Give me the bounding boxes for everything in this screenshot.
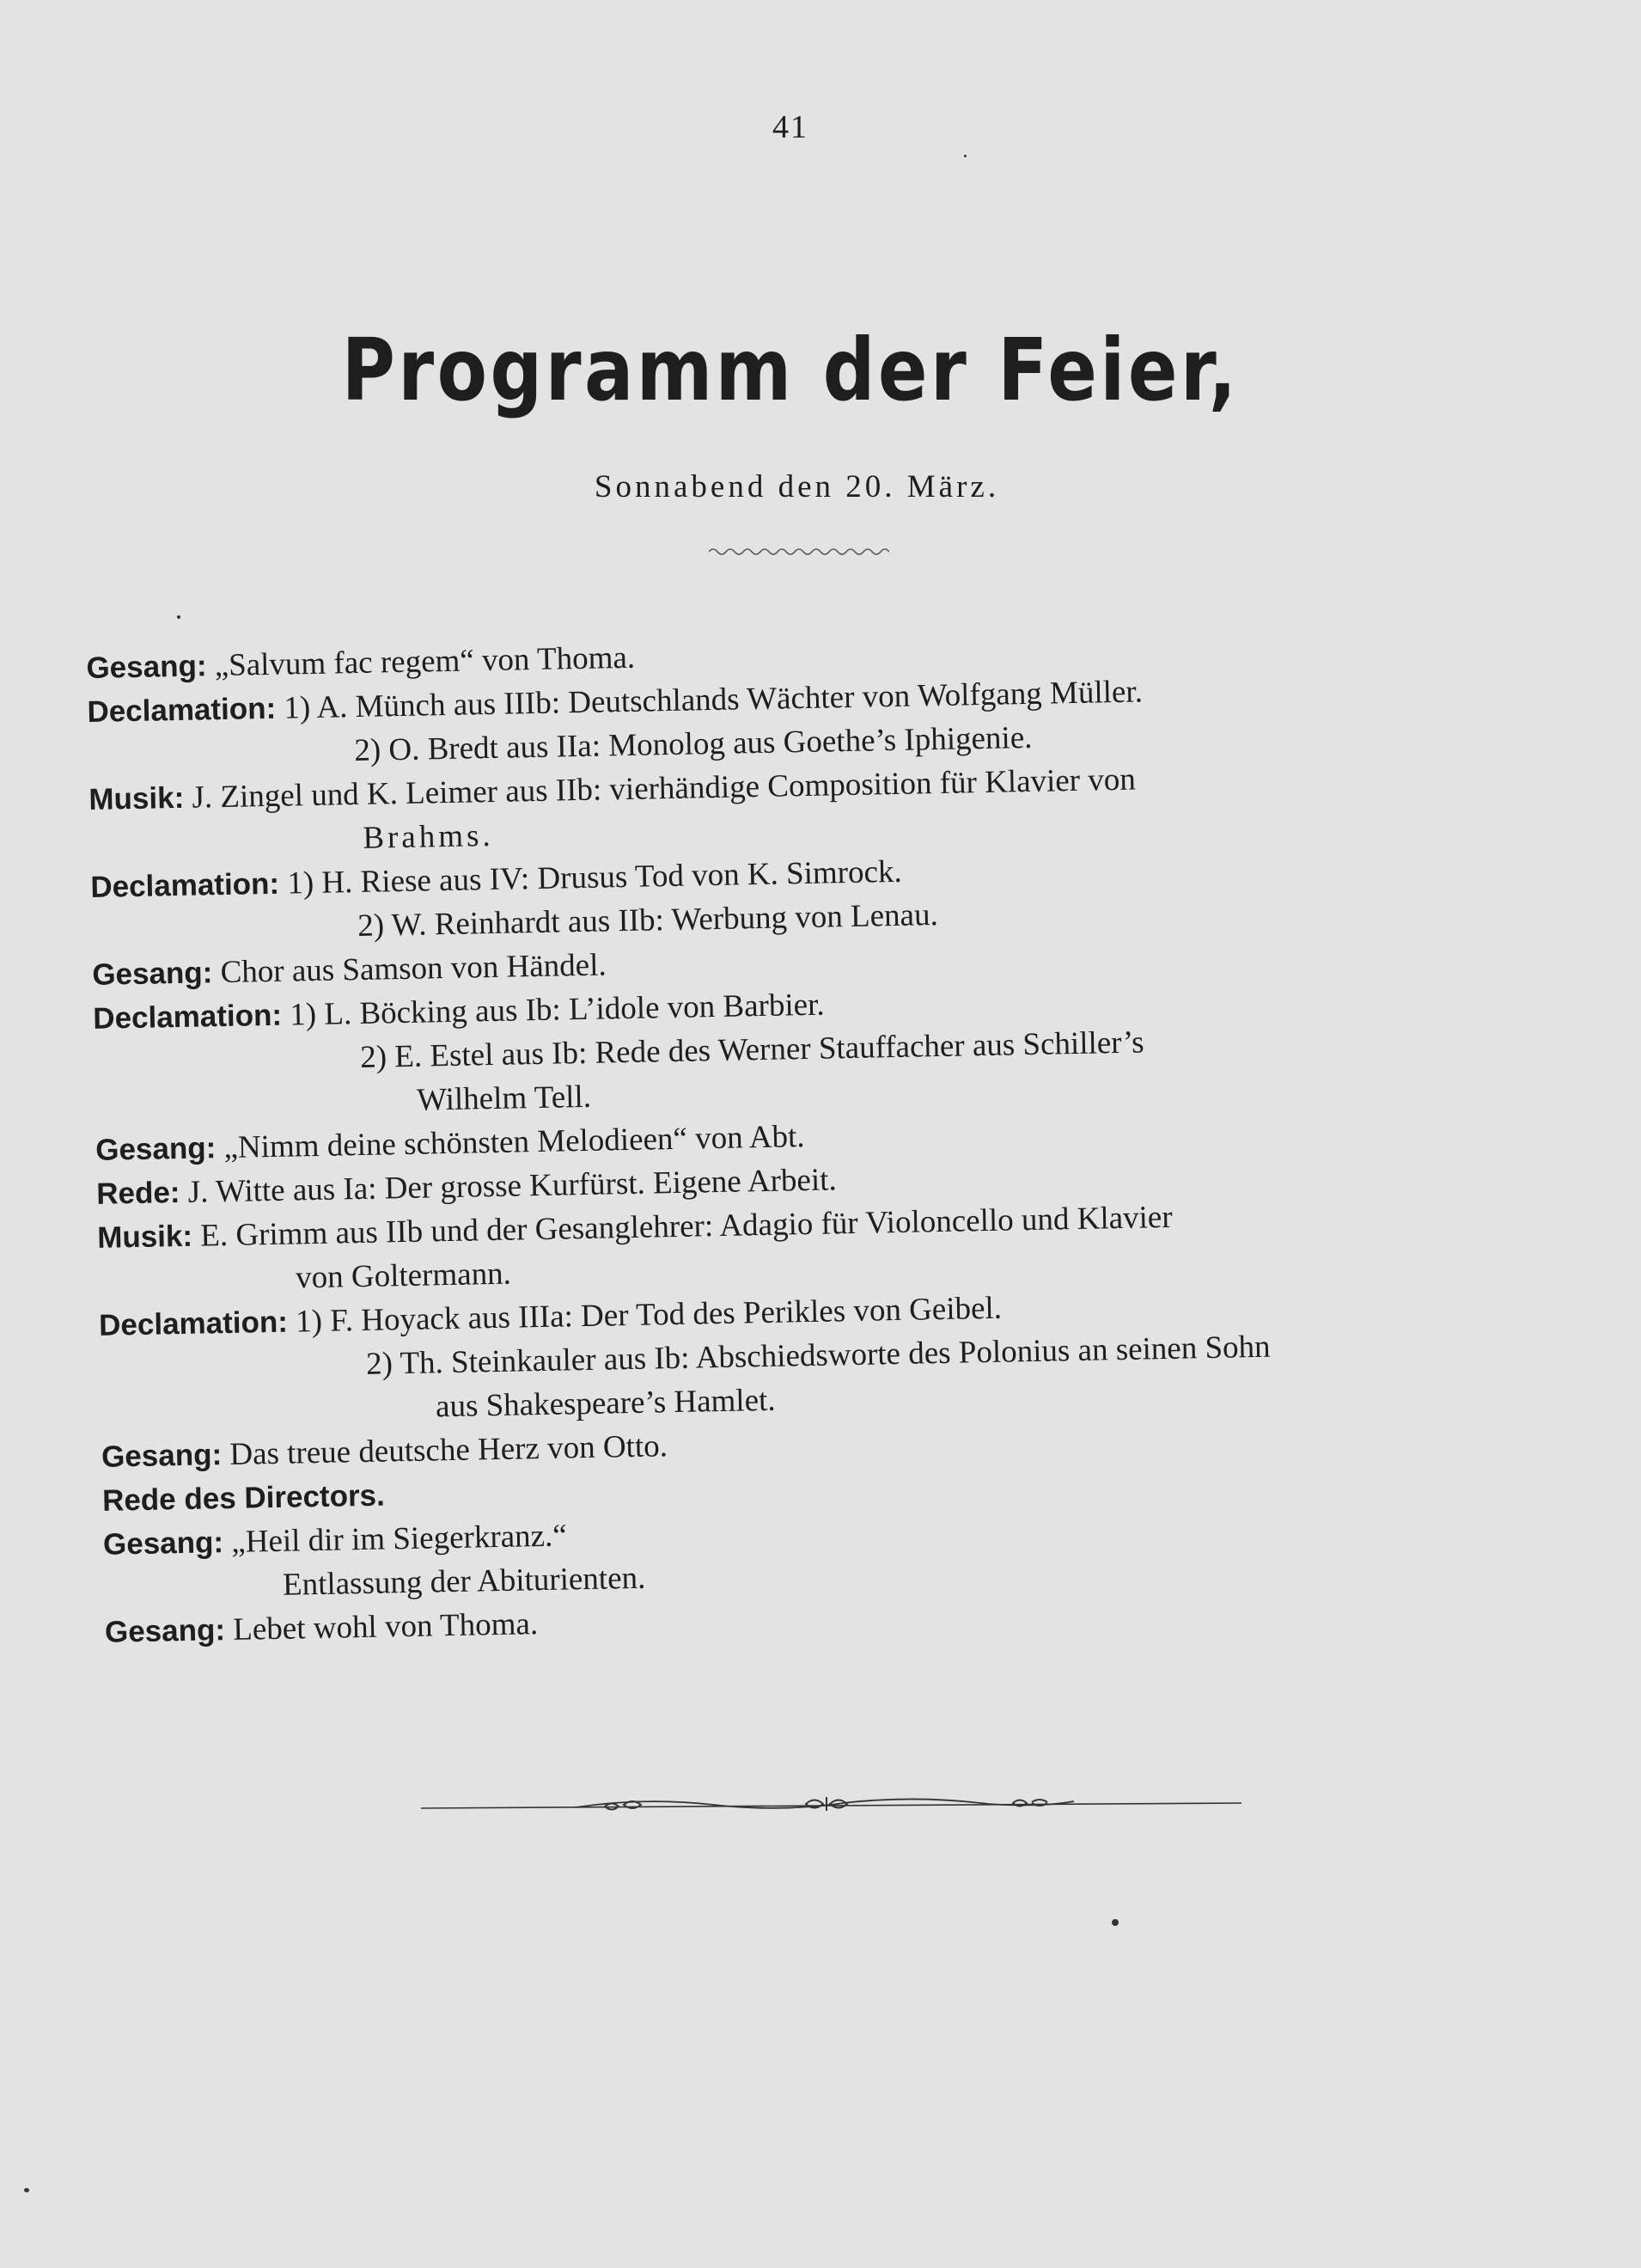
entry-text: Brahms. <box>362 817 495 856</box>
entry-category: Declamation: <box>98 1305 289 1342</box>
entry-text: E. Grimm aus IIb und der Gesanglehrer: Adagio für Violoncello und Klavier <box>199 1199 1173 1254</box>
entry-category: Declamation: <box>92 998 283 1036</box>
entry-text: Wilhelm Tell. <box>416 1079 592 1118</box>
entry-text: Das treue deutsche Herz von Otto. <box>229 1428 668 1472</box>
entry-text: 2) O. Bredt aus IIa: Monolog aus Goethe’s Iphigenie. <box>353 719 1033 769</box>
entry-text: Chor aus Samson von Händel. <box>220 947 607 991</box>
entry-text: 2) E. Estel aus Ib: Rede des Werner Stauffacher aus Schiller’s <box>359 1024 1144 1075</box>
entry-category: Declamation: <box>90 866 280 904</box>
entry-text: Entlassung der Abiturienten. <box>282 1560 646 1603</box>
entry-category: Rede: <box>95 1176 180 1211</box>
entry-category: Musik: <box>88 780 185 816</box>
entry-category: Declamation: <box>87 691 277 729</box>
entry-text: aus Shakespeare’s Hamlet. <box>435 1382 776 1425</box>
entry-text: „Salvum fac regem“ von Thoma. <box>214 639 636 684</box>
paper-speck <box>24 2188 29 2192</box>
entry-text: Lebet wohl von Thoma. <box>232 1606 539 1648</box>
entry-text: „Heil dir im Siegerkranz.“ <box>230 1518 568 1560</box>
page-title: Programm der Feier, <box>341 320 1240 420</box>
entry-text: von Goltermann. <box>295 1256 512 1296</box>
entry-category: Gesang: <box>91 956 213 992</box>
wavy-divider-icon <box>709 543 889 560</box>
entry-text: J. Witte aus Ia: Der grosse Kurfürst. Eigene Arbeit. <box>187 1162 838 1210</box>
entry-text: 1) F. Hoyack aus IIIa: Der Tod des Perikles von Geibel. <box>295 1290 1003 1340</box>
paper-speck <box>1112 1919 1119 1926</box>
entry-category: Gesang: <box>102 1525 224 1562</box>
entry-text: 1) L. Böcking aus Ib: L’idole von Barbier. <box>289 987 825 1033</box>
entry-text: „Nimm deine schönsten Melodieen“ von Abt. <box>223 1119 805 1166</box>
program-list <box>86 618 1565 1654</box>
entry-category: Gesang: <box>101 1438 223 1474</box>
entry-category: Musik: <box>96 1219 193 1255</box>
entry-text: 2) W. Reinhardt aus IIb: Werbung von Lenau. <box>357 897 939 944</box>
subtitle-date: Sonnabend den 20. März. <box>594 469 1000 504</box>
entry-category: Gesang: <box>104 1613 226 1649</box>
entry-text: J. Zingel und K. Leimer aus IIb: vierhändige Composition für Klavier von <box>192 761 1137 816</box>
entry-category: Gesang: <box>86 649 207 685</box>
entry-category: Gesang: <box>95 1131 217 1167</box>
entry-text: 2) Th. Steinkauler aus Ib: Abschiedsworte des Polonius an seinen Sohn <box>365 1329 1271 1382</box>
ornamental-divider-icon <box>421 1792 1241 1818</box>
entry-text: 1) A. Münch aus IIIb: Deutschlands Wächter von Wolfgang Müller. <box>284 674 1144 726</box>
paper-speck <box>964 155 967 157</box>
page-number: 41 <box>772 109 808 145</box>
entry-text: 1) H. Riese aus IV: Drusus Tod von K. Simrock. <box>286 853 903 902</box>
entry-category: Rede des Directors. <box>101 1478 386 1518</box>
paper-speck <box>177 615 180 619</box>
